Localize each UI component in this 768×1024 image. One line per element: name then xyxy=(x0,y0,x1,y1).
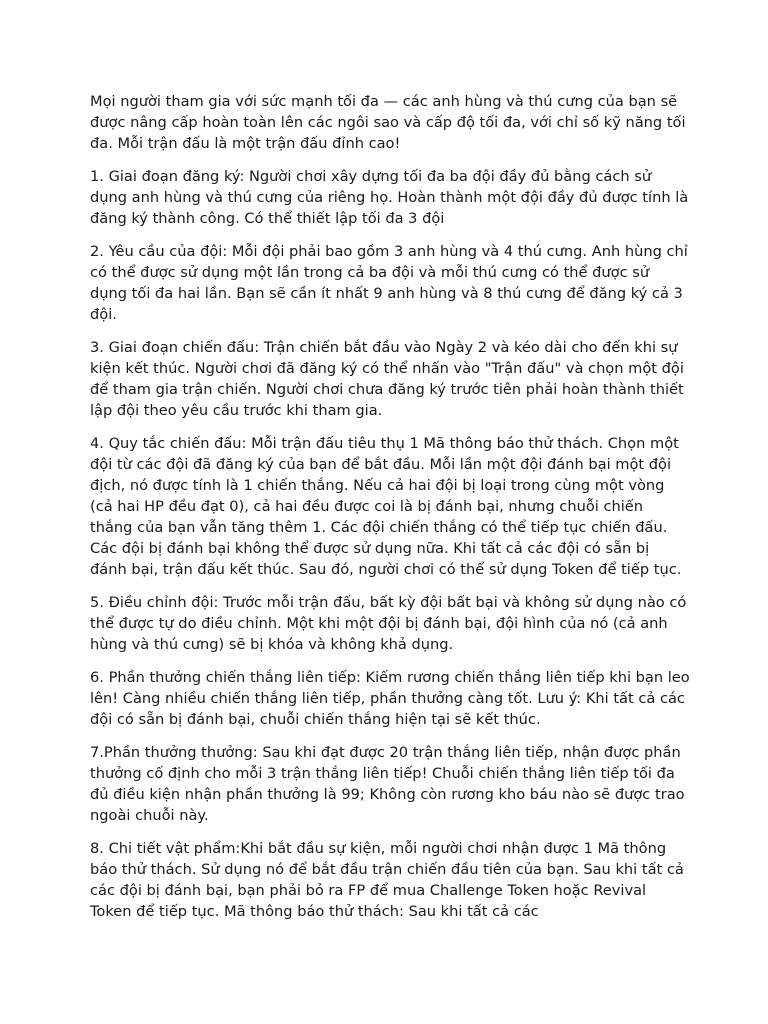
rule-item-details: 8. Chi tiết vật phẩm:Khi bắt đầu sự kiện, mỗi người chơi nhận được 1 Mã thông báo thử thách. Sử dụng nó để bắt đầu trận chiến đầu tiên của bạn. Sau khi tất cả các đội bị đánh bại, bạn phải bỏ ra FP để mua Challenge Token hoặc Revival Token để tiếp tục. Mã thông báo thử thách: Sau khi tất cả các xyxy=(90,840,684,920)
rule-battle-phase: 3. Giai đoạn chiến đấu: Trận chiến bắt đầu vào Ngày 2 và kéo dài cho đến khi sự kiện kết thúc. Người chơi đã đăng ký có thể nhấn vào "Trận đấu" và chọn một đội để tham gia trận chiến. Người chơi chưa đăng ký trước tiên phải hoàn thành thiết lập đội theo yêu cầu trước khi tham gia. xyxy=(90,339,684,419)
rule-registration-phase: 1. Giai đoạn đăng ký: Người chơi xây dựng tối đa ba đội đầy đủ bằng cách sử dụng anh hùng và thú cưng của riêng họ. Hoàn thành một đội đầy đủ được tính là đăng ký thành công. Có thể thiết lập tối đa 3 đội xyxy=(90,168,689,227)
document-body xyxy=(90,91,690,922)
rule-bonus-rewards: 7.Phần thưởng thưởng: Sau khi đạt được 20 trận thắng liên tiếp, nhận được phần thưởng cố định cho mỗi 3 trận thắng liên tiếp! Chuỗi chiến thắng liên tiếp tối đa đủ điều kiện nhận phần thưởng là 99; Không còn rương kho báu nào sẽ được trao ngoài chuỗi này. xyxy=(90,744,685,824)
intro-paragraph: Mọi người tham gia với sức mạnh tối đa — các anh hùng và thú cưng của bạn sẽ được nâng cấp hoàn toàn lên các ngôi sao và cấp độ tối đa, với chỉ số kỹ năng tối đa. Mỗi trận đấu là một trận đấu đỉnh cao! xyxy=(90,93,686,152)
rule-team-requirements: 2. Yêu cầu của đội: Mỗi đội phải bao gồm 3 anh hùng và 4 thú cưng. Anh hùng chỉ có thể được sử dụng một lần trong cả ba đội và mỗi thú cưng có thể được sử dụng tối đa hai lần. Bạn sẽ cần ít nhất 9 anh hùng và 8 thú cưng để đăng ký cả 3 đội. xyxy=(90,243,688,323)
rule-win-streak-rewards: 6. Phần thưởng chiến thắng liên tiếp: Kiếm rương chiến thắng liên tiếp khi bạn leo lên! Càng nhiều chiến thắng liên tiếp, phần thưởng càng tốt. Lưu ý: Khi tất cả các đội có sẵn bị đánh bại, chuỗi chiến thắng hiện tại sẽ kết thúc. xyxy=(90,669,690,728)
rule-team-adjustment: 5. Điều chỉnh đội: Trước mỗi trận đấu, bất kỳ đội bất bại và không sử dụng nào có thể được tự do điều chỉnh. Một khi một đội bị đánh bại, đội hình của nó (cả anh hùng và thú cưng) sẽ bị khóa và không khả dụng. xyxy=(90,594,687,653)
rule-battle-rules: 4. Quy tắc chiến đấu: Mỗi trận đấu tiêu thụ 1 Mã thông báo thử thách. Chọn một đội từ các đội đã đăng ký của bạn để bắt đầu. Mỗi lần một đội đánh bại một đội địch, nó được tính là 1 chiến thắng. Nếu cả hai đội bị loại trong cùng một vòng (cả hai HP đều đạt 0), cả hai đều được coi là bị đánh bại, nhưng chuỗi chiến thắng của bạn vẫn tăng thêm 1. Các đội chiến thắng có thể tiếp tục chiến đấu. Các đội bị đánh bại không thể được sử dụng nữa. Khi tất cả các đội có sẵn bị đánh bại, trận đấu kết thúc. Sau đó, người chơi có thể sử dụng Token để tiếp tục. xyxy=(90,435,682,578)
